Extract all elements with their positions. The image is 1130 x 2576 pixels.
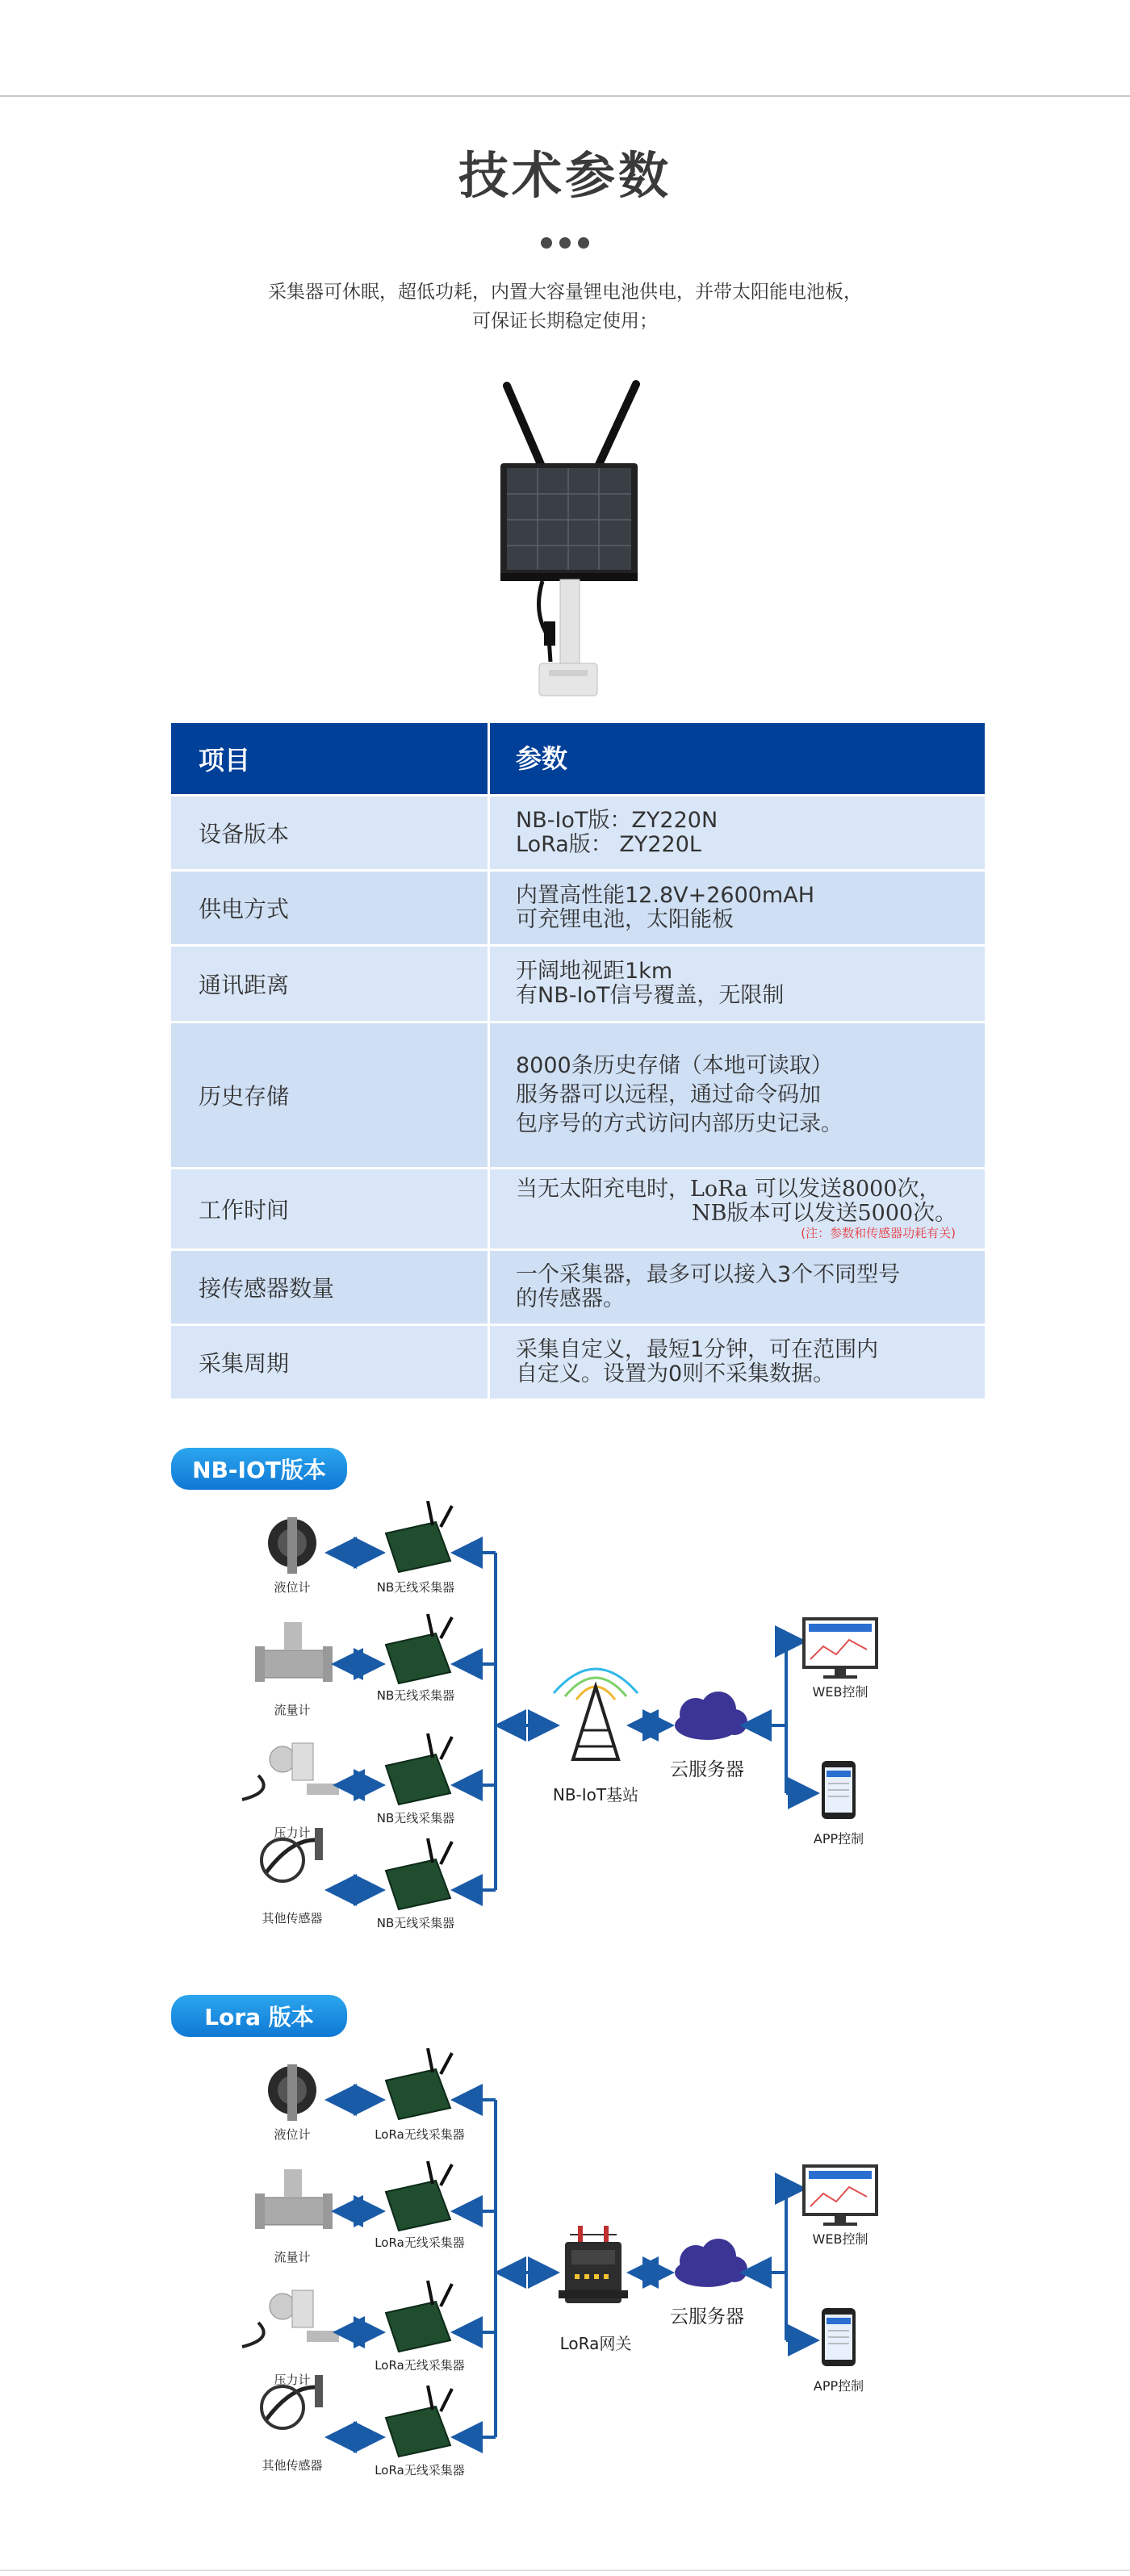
intro-line-2: 可保证长期稳定使用； <box>472 311 658 332</box>
param-line: LoRa版： ZY220L <box>516 832 701 857</box>
row-item: 历史存储 <box>171 1023 488 1167</box>
param-line: NB版本可以发送5000次。 <box>692 1201 957 1226</box>
sensor-label: 流量计 <box>274 1703 311 1717</box>
pressure-gauge-icon <box>242 1743 339 1800</box>
table-row <box>171 1023 985 1167</box>
table-row <box>171 1251 985 1324</box>
param-line: 当无太阳充电时，LoRa 可以发送8000次， <box>516 1177 941 1202</box>
pressure-gauge-icon <box>242 2290 339 2347</box>
level-gauge-icon <box>268 2064 316 2121</box>
sensor-label: 液位计 <box>274 2127 311 2142</box>
page-title: 技术参数 <box>458 146 672 205</box>
row-item: 工作时间 <box>171 1169 488 1248</box>
param-line: 8000条历史存储（本地可读取） <box>516 1053 833 1078</box>
param-line: 有NB-IoT信号覆盖，无限制 <box>516 983 785 1008</box>
collector-label: LoRa无线采集器 <box>375 2235 465 2250</box>
cloud-server-icon <box>675 1692 747 1740</box>
param-line: 包序号的方式访问内部历史记录。 <box>516 1111 843 1136</box>
intro-text <box>0 278 1130 336</box>
row-item: 采集周期 <box>171 1326 488 1399</box>
gateway-label: LoRa网关 <box>559 2334 632 2353</box>
row-param <box>490 1326 985 1399</box>
lora-gateway-icon <box>559 2226 628 2303</box>
lora-diagram-graphics <box>0 2048 1130 2500</box>
nb-diagram-graphics <box>0 1501 1130 1953</box>
row-param <box>490 872 985 944</box>
param-line: 内置高性能12.8V+2600mAH <box>516 883 814 908</box>
row-item: 接传感器数量 <box>171 1251 488 1324</box>
param-line: NB-IoT版：ZY220N <box>516 808 718 833</box>
row-item: 通讯距离 <box>171 947 488 1021</box>
web-label: WEB控制 <box>812 2231 868 2247</box>
param-line: 开阔地视距1km <box>516 959 673 984</box>
intro-line-1: 采集器可休眠，超低功耗，内置大容量锂电池供电，并带太阳能电池板， <box>268 282 862 303</box>
table-row <box>171 1169 985 1248</box>
row-param <box>490 1251 985 1324</box>
sensor-label: 压力计 <box>274 2373 311 2387</box>
collector-label: NB无线采集器 <box>376 1688 455 1703</box>
web-label: WEB控制 <box>812 1684 868 1700</box>
collector-label: NB无线采集器 <box>376 1580 455 1595</box>
sensor-label: 其他传感器 <box>262 1911 323 1926</box>
cloud-label: 云服务器 <box>670 1759 744 1780</box>
station-label: NB-IoT基站 <box>552 1785 639 1804</box>
row-param <box>490 797 985 869</box>
nb-iot-version-badge: NB-IOT版本 <box>171 1448 347 1490</box>
table-row <box>171 872 985 944</box>
spec-table <box>171 723 985 1401</box>
param-line: 一个采集器，最多可以接入3个不同型号 <box>516 1262 901 1287</box>
collector-label: NB无线采集器 <box>376 1811 455 1825</box>
param-line: 可充锂电池，太阳能板 <box>516 907 734 932</box>
collector-label: LoRa无线采集器 <box>375 2127 465 2142</box>
table-row <box>171 947 985 1021</box>
cloud-label: 云服务器 <box>670 2306 744 2327</box>
app-label: APP控制 <box>813 2378 864 2394</box>
row-param <box>490 1023 985 1167</box>
sensor-label: 液位计 <box>274 1580 311 1595</box>
collector-label: LoRa无线采集器 <box>375 2463 465 2478</box>
param-line: 的传感器。 <box>516 1286 625 1311</box>
top-divider <box>0 95 1130 97</box>
lora-version-badge: Lora 版本 <box>171 1995 347 2037</box>
row-param <box>490 1169 985 1248</box>
level-gauge-icon <box>268 1517 316 1574</box>
sensor-label: 压力计 <box>274 1825 311 1840</box>
web-monitor-icon <box>804 1619 877 1679</box>
collector-label: LoRa无线采集器 <box>375 2358 465 2373</box>
flow-meter-icon <box>255 1622 333 1682</box>
param-line: 自定义。设置为0则不采集数据。 <box>516 1361 835 1386</box>
sensor-label: 其他传感器 <box>262 2458 323 2473</box>
cloud-server-icon <box>675 2239 747 2287</box>
param-note: (注：参数和传感器功耗有关) <box>801 1226 956 1240</box>
row-param <box>490 947 985 1021</box>
header-item: 项目 <box>171 723 488 794</box>
param-line: 采集自定义，最短1分钟，可在范围内 <box>516 1337 879 1362</box>
app-phone-icon <box>822 1761 856 1819</box>
nb-iot-topology-diagram <box>0 1501 1130 1953</box>
base-station-tower-icon <box>554 1669 638 1759</box>
flow-meter-icon <box>255 2169 333 2229</box>
solar-collector-image <box>476 379 654 702</box>
web-monitor-icon <box>804 2166 877 2226</box>
row-item: 供电方式 <box>171 872 488 944</box>
param-line: 服务器可以远程，通过命令码加 <box>516 1082 821 1107</box>
app-label: APP控制 <box>813 1831 864 1846</box>
lora-topology-diagram <box>0 2048 1130 2500</box>
table-row <box>171 1326 985 1399</box>
table-row <box>171 797 985 869</box>
row-item: 设备版本 <box>171 797 488 869</box>
table-header-row <box>171 723 985 794</box>
header-param: 参数 <box>490 723 985 794</box>
bottom-divider <box>0 2570 1130 2571</box>
sensor-label: 流量计 <box>274 2250 311 2264</box>
app-phone-icon <box>822 2308 856 2366</box>
collector-label: NB无线采集器 <box>376 1916 455 1930</box>
title-dots-decoration <box>541 237 589 250</box>
